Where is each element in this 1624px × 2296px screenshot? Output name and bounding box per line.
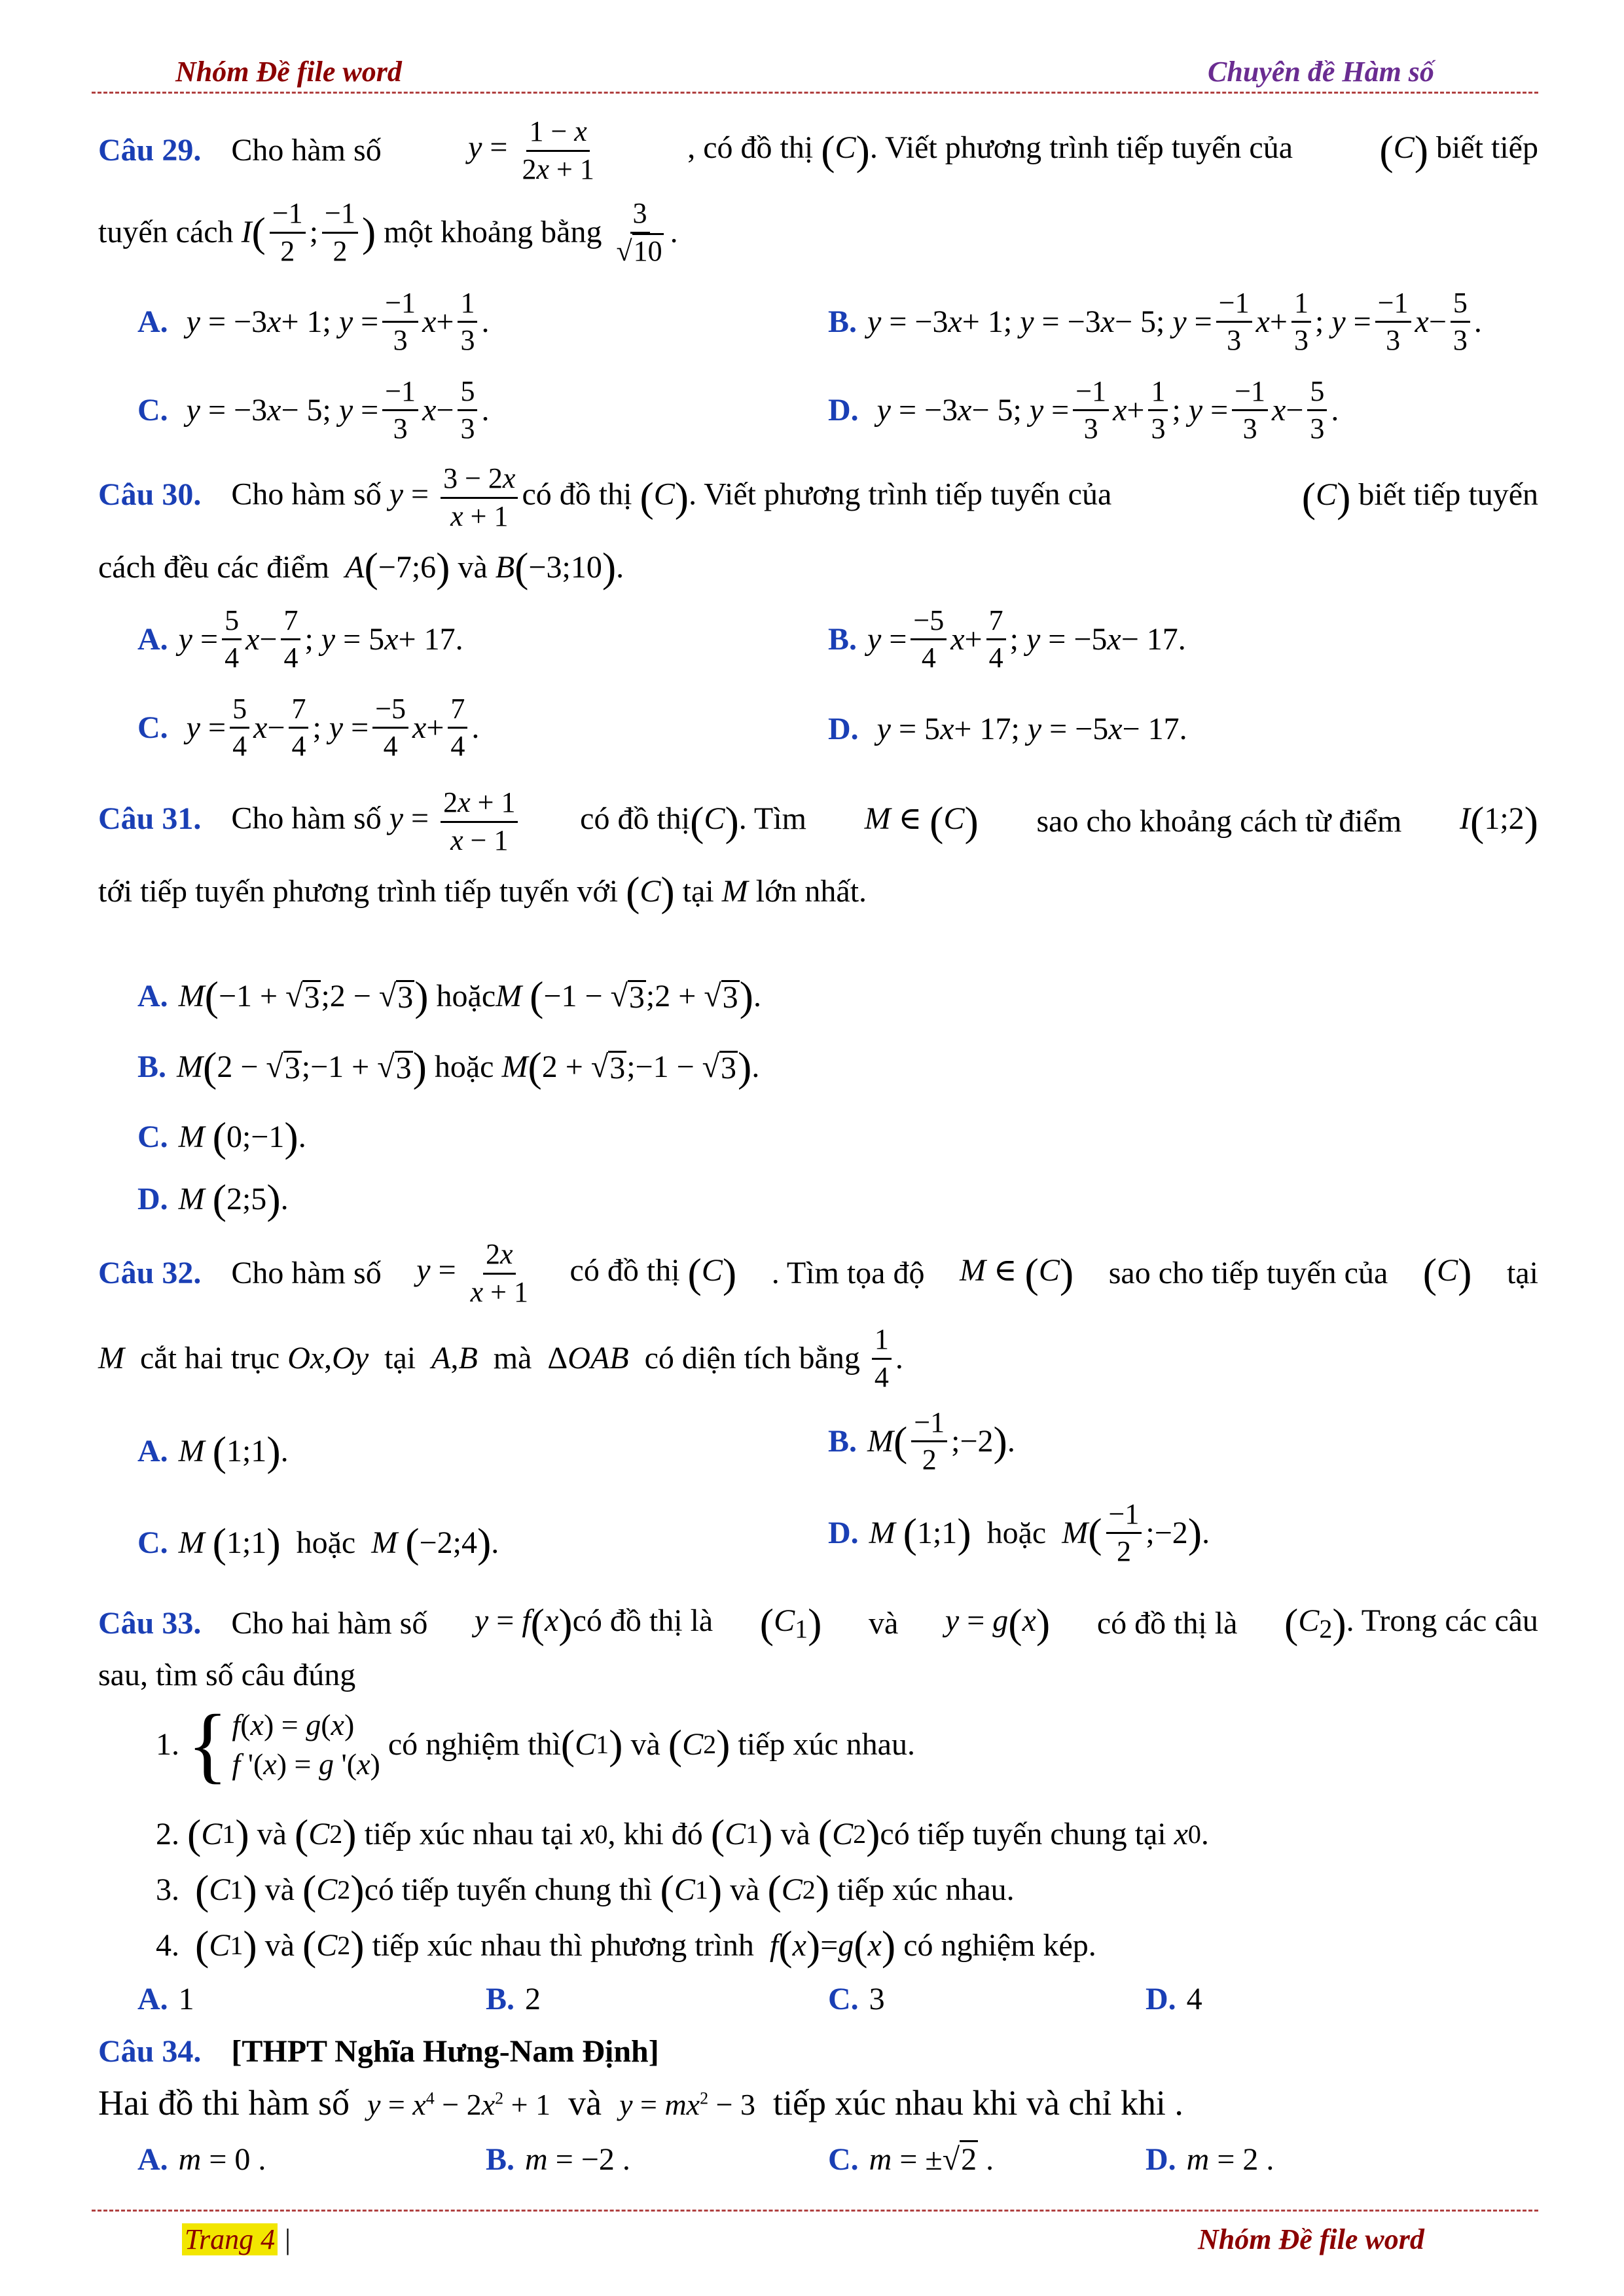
q33-s4-end: có nghiệm kép. (903, 1928, 1096, 1963)
q32-c-label: C. (137, 1525, 168, 1560)
q30-option-d[interactable]: D. y = 5 x + 17; y = −5 x − 17. (828, 712, 1187, 746)
q29-option-b[interactable]: B. y = −3 x + 1; y = −3 x − 5; y = $\frac{-1}{3}$ x + $\frac{1}{3}$ ; y = $\frac{-1}{3}$ x − $\frac{5}{3}$ . (828, 287, 1482, 357)
q34-option-d[interactable]: D. m = 2 . (1146, 2142, 1274, 2177)
footer-page-number (182, 2223, 291, 2256)
q30-text3: . Viết phương trình tiếp tuyến của (689, 477, 1112, 513)
q33-s1-text: có nghiệm thì (388, 1727, 561, 1762)
q31-label: Câu 31. (98, 801, 202, 837)
q31-option-a[interactable]: A. M ( −1 + √ 3 ;2 − √ 3 ) hoặc M ( −1 − √ 3 ;2 + √ 3 ) . (137, 973, 761, 1019)
q34-text3: tiếp xúc nhau khi và chỉ khi . (773, 2083, 1183, 2123)
header-left: Nhóm Đề file word (175, 56, 402, 88)
q30-label: Câu 30. (98, 477, 202, 513)
q34-option-b[interactable]: B. m = −2 . (486, 2142, 630, 2177)
q31-or: hoặc (436, 979, 496, 1013)
q33-s2-and2: và (780, 1817, 810, 1851)
q32-b-label: B. (828, 1423, 857, 1459)
q32-option-c[interactable]: C. M ( 1;1 ) hoặc M ( −2;4 ) . (137, 1520, 499, 1566)
q31-or-b: hoặc (434, 1049, 494, 1084)
q34-line2: Hai đồ thi hàm số $y = x^4 - 2x^2 + 1$ và $y = mx^2 - 3$ tiếp xúc nhau khi và chỉ khi . (98, 2083, 1183, 2123)
q30-c-label: C. (137, 710, 168, 745)
q33-statement-4: 4. ( C 1 ) và ( C 2 ) tiếp xúc nhau thì phương trình f ( x ) = g ( x ) có nghiệm kép. (156, 1922, 1096, 1969)
q33-label: Câu 33. (98, 1606, 202, 1641)
footer-sep: | (285, 2223, 291, 2255)
q33-d-value: 4 (1186, 1982, 1202, 2016)
footer-page-label: Trang 4 (182, 2223, 278, 2255)
q30-text2: có đồ thị (522, 477, 632, 513)
q32-or-c: hoặc (296, 1525, 356, 1560)
q33-option-a[interactable] (137, 1984, 194, 2015)
q31-a-label: A. (137, 979, 168, 1013)
q32-a-label: A. (137, 1434, 168, 1468)
q29-option-a[interactable]: A. y = −3 x + 1; y = $\frac{-1}{3}$ x + $\frac{1}{3}$ . (137, 287, 490, 357)
q32-text7: tại (384, 1341, 416, 1376)
q29-text: Cho hàm số (231, 133, 382, 168)
q32-text5: tại (1506, 1256, 1538, 1290)
q33-s2-and: và (257, 1817, 287, 1851)
q33-s2-end: có tiếp tuyến chung tại (880, 1817, 1166, 1851)
q32-text4: sao cho tiếp tuyến của (1108, 1256, 1388, 1290)
q33-a-label: A. (137, 1982, 168, 2016)
q33-option-b[interactable] (486, 1984, 541, 2015)
q34-b-label: B. (486, 2142, 515, 2177)
q31-line2: tới tiếp tuyến phương trình tiếp tuyến với ( C ) tại M lớn nhất. (98, 868, 867, 915)
q31-c-label: C. (137, 1120, 168, 1154)
q33-s1-end: tiếp xúc nhau. (738, 1727, 915, 1762)
q31-line1: Câu 31. Cho hàm số y = $\frac{2x + 1}{x - 1}$ có đồ thị(C). Tìm M ∈ (C) sao cho khoảng cách từ điểm I(1;2) (98, 786, 1538, 856)
q33-line2: sau, tìm số câu đúng (98, 1658, 356, 1692)
q31-text: Cho hàm số (231, 801, 382, 837)
q29-option-c[interactable]: C. y = −3 x − 5; y = $\frac{-1}{3}$ x − $\frac{5}{3}$ . (137, 375, 490, 445)
q29-text2: , có đồ thị (687, 130, 814, 166)
q30-option-c[interactable]: C. y = $\frac{5}{4}$ x − $\frac{7}{4}$ ; y = $\frac{-5}{4}$ x + $\frac{7}{4}$ . (137, 693, 480, 763)
q30-line2: cách đều các điểm A ( −7;6 ) và B ( −3;10 ) . (98, 544, 624, 591)
q29-a-label: A. (137, 304, 168, 339)
q33-text5: . Trong các câu (1346, 1603, 1538, 1639)
q32-line2: M cắt hai trục Ox , Oy tại A , B mà Δ OAB có diện tích bằng $\frac{1}{4}$ . (98, 1323, 903, 1393)
q32-option-d[interactable]: D. M ( 1;1 ) hoặc M ( $\frac{-1}{2}$ ;−2 ) . (828, 1498, 1210, 1568)
q33-c-label: C. (828, 1982, 859, 2016)
q30-line1: Câu 30. Cho hàm số y = $\frac{3 - 2x}{x + 1}$ có đồ thị (C). Viết phương trình tiếp tuyến của (C) biết tiếp tuyến (98, 462, 1538, 532)
q34-option-c[interactable]: C. m = ±√2 . (828, 2144, 994, 2176)
q33-statement-3: 3. ( C 1 ) và ( C 2 ) có tiếp tuyến chung thì ( C 1 ) và ( C 2 ) tiếp xúc nhau. (156, 1867, 1015, 1913)
q32-option-b[interactable]: B. M ( $\frac{-1}{2}$ ;−2 ) . (828, 1406, 1015, 1476)
q33-s1-and: và (630, 1727, 660, 1762)
q32-text: Cho hàm số (231, 1256, 382, 1290)
q29-c-label: C. (137, 392, 168, 428)
q29-option-d[interactable]: D. y = −3 x − 5; y = $\frac{-1}{3}$ x + $\frac{1}{3}$ ; y = $\frac{-1}{3}$ x − $\frac{5}{3}$ . (828, 375, 1339, 445)
q33-statement-1: 1. { f(x) = g(x) f '(x) = g '(x) có nghiệm thì ( C 1 ) và ( C 2 ) tiếp xúc nhau. (156, 1698, 915, 1792)
q31-text3: . Tìm (738, 801, 806, 837)
q33-s3-and: và (264, 1872, 295, 1907)
q33-text4: có đồ thị là (1096, 1606, 1238, 1641)
q29-text4: biết tiếp (1436, 130, 1538, 166)
footer-right: Nhóm Đề file word (1198, 2223, 1424, 2255)
q31-text7: lớn nhất. (755, 874, 867, 909)
q31-text6: tại (682, 874, 714, 909)
q33-s3-text: có tiếp tuyến chung thì (364, 1872, 653, 1907)
q29-text5: tuyến cách (98, 215, 234, 249)
q29-label: Câu 29. (98, 133, 202, 168)
q33-statement-2: 2. ( C 1 ) và ( C 2 ) tiếp xúc nhau tại x 0 , khi đó ( C 1 ) và ( C 2 ) có tiếp tuyến chung tại x 0 . (156, 1811, 1209, 1857)
q31-b-label: B. (137, 1049, 167, 1084)
q32-d-label: D. (828, 1515, 859, 1550)
q33-text2: có đồ thị là (572, 1603, 713, 1639)
q34-d-label: D. (1146, 2142, 1176, 2177)
q32-label: Câu 32. (98, 1256, 202, 1290)
q32-text9: có diện tích bằng (644, 1341, 860, 1376)
q29-b-label: B. (828, 304, 857, 339)
q31-text5: tới tiếp tuyến phương trình tiếp tuyến với (98, 874, 619, 909)
q33-c-value: 3 (869, 1982, 885, 2016)
q30-text6: và (458, 550, 488, 585)
q33-s2-text: tiếp xúc nhau tại (364, 1817, 573, 1851)
q34-and: và (568, 2083, 602, 2123)
q32-or-d: hoặc (986, 1515, 1047, 1550)
q34-source: [THPT Nghĩa Hưng-Nam Định] (231, 2034, 659, 2069)
q33-b-label: B. (486, 1982, 515, 2016)
q32-line1: Câu 32. Cho hàm số y = $\frac{2x}{x + 1}$ có đồ thị (C) . Tìm tọa độ M ∈ (C) sao cho tiếp tuyến của (C) tại (98, 1238, 1538, 1308)
q29-text6: một khoảng bằng (384, 215, 602, 249)
q34-option-a[interactable]: A. m = 0 . (137, 2142, 266, 2177)
q33-option-c[interactable] (828, 1984, 885, 2015)
q34-a-label: A. (137, 2142, 168, 2177)
q30-text5: cách đều các điểm (98, 550, 330, 585)
q33-option-d[interactable] (1146, 1984, 1202, 2015)
q31-text2: có đồ thị (580, 801, 691, 837)
q34-label: Câu 34. (98, 2034, 202, 2069)
q33-line1: Câu 33. Cho hai hàm số y = f(x)có đồ thị là $(C_1)$ và y = g(x) có đồ thị là $(C_2)$. Trong các câu (98, 1600, 1538, 1647)
q29-d-label: D. (828, 392, 859, 428)
header-right: Chuyên đề Hàm số (1208, 56, 1434, 88)
q29-line2: tuyến cách I ( $\frac{-1}{2}$ ; $\frac{-1}{2}$ ) một khoảng bằng $\frac{3}{√10}$ . (98, 197, 678, 267)
q33-s2-then: , khi đó (607, 1817, 703, 1851)
q30-b-label: B. (828, 621, 857, 657)
q30-text4: biết tiếp tuyến (1358, 477, 1538, 513)
q30-d-label: D. (828, 712, 859, 746)
q30-option-b[interactable]: B. y = $\frac{-5}{4}$ x + $\frac{7}{4}$ ; y = −5 x − 17. (828, 604, 1186, 674)
q32-option-a[interactable]: A. M ( 1;1 ) . (137, 1428, 289, 1474)
q31-option-c[interactable]: C. M ( 0;−1 ) . (137, 1114, 306, 1160)
q33-s4-text: tiếp xúc nhau thì phương trình (372, 1928, 754, 1963)
q33-s3-end: tiếp xúc nhau. (837, 1872, 1015, 1907)
q34-c-label: C. (828, 2142, 859, 2177)
q29-text3: . Viết phương trình tiếp tuyến của (869, 130, 1293, 166)
q31-option-b[interactable]: B. M ( 2 − √ 3 ;−1 + √ 3 ) hoặc M ( 2 + √ 3 ;−1 − √ 3 ) . (137, 1044, 760, 1090)
q33-text: Cho hai hàm số (231, 1606, 428, 1641)
q32-text6: cắt hai trục (139, 1341, 280, 1376)
q32-text2: có đồ thị (569, 1253, 680, 1288)
q32-text3: . Tìm tọa độ (771, 1256, 925, 1290)
q32-text8: mà (493, 1341, 532, 1376)
q29-line1: Câu 29. Cho hàm số y = $\frac{1 - x}{2x + 1}$ , có đồ thị (C). Viết phương trình tiếp tuyến của (C) biết tiếp (98, 115, 1538, 185)
q31-text4: sao cho khoảng cách từ điểm (1036, 804, 1402, 839)
q33-d-label: D. (1146, 1982, 1176, 2016)
q33-s3-and2: và (730, 1872, 760, 1907)
q30-text: Cho hàm số (231, 477, 382, 513)
q30-option-a[interactable]: A. y = $\frac{5}{4}$ x − $\frac{7}{4}$ ; y = 5 x + 17. (137, 604, 463, 674)
q31-d-label: D. (137, 1182, 168, 1216)
q33-text3: và (869, 1606, 899, 1641)
q33-a-value: 1 (178, 1982, 194, 2016)
q33-s4-and: và (264, 1928, 295, 1963)
q34-line1 (98, 2036, 659, 2068)
footer-divider (92, 2210, 1538, 2212)
header-divider (92, 92, 1538, 94)
q30-a-label: A. (137, 621, 168, 657)
q34-text: Hai đồ thi hàm số (98, 2083, 350, 2123)
q33-b-value: 2 (525, 1982, 541, 2016)
q31-option-d[interactable]: D. M ( 2;5 ) . (137, 1176, 289, 1222)
